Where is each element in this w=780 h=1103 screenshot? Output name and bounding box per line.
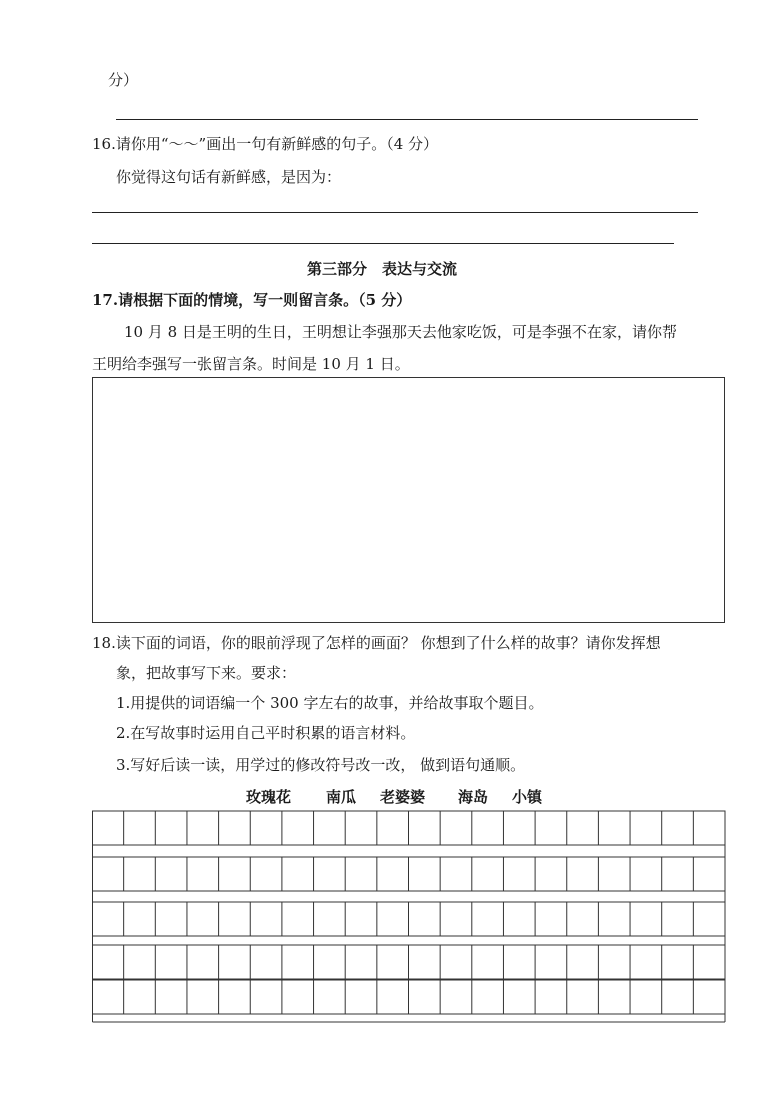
q18-requirement-2: 2.在写故事时运用自己平时积累的语言材料。 [116, 724, 416, 742]
answer-line [92, 212, 698, 213]
answer-line [92, 243, 674, 244]
message-writing-box[interactable] [92, 377, 725, 623]
prev-question-tail: 分） [108, 71, 139, 89]
q18-prompt-line1: 18.读下面的词语，你的眼前浮现了怎样的画面？ 你想到了什么样的故事？请你发挥想 [92, 634, 661, 652]
word-4: 海岛 [458, 788, 489, 806]
word-2: 南瓜 [326, 788, 357, 806]
composition-grid[interactable] [92, 810, 726, 1024]
q17-context-line2: 王明给李强写一张留言条。时间是 10 月 1 日。 [92, 355, 410, 373]
q18-requirement-3: 3.写好后读一读，用学过的修改符号改一改， 做到语句通顺。 [116, 756, 526, 774]
q17-prompt: 17.请根据下面的情境，写一则留言条。（5 分） [92, 291, 412, 309]
q16-prompt: 16.请你用“～～”画出一句有新鲜感的句子。（4 分） [92, 135, 439, 153]
word-5: 小镇 [512, 788, 543, 806]
section-title: 第三部分 表达与交流 [307, 260, 458, 278]
q17-context-line1: 10 月 8 日是王明的生日，王明想让李强那天去他家吃饭，可是李强不在家，请你帮 [124, 323, 677, 341]
q18-requirement-1: 1.用提供的词语编一个 300 字左右的故事，并给故事取个题目。 [116, 694, 544, 712]
q18-prompt-line2: 象，把故事写下来。要求： [116, 664, 297, 682]
word-1: 玫瑰花 [246, 788, 292, 806]
q16-reason-label: 你觉得这句话有新鲜感，是因为： [116, 168, 342, 186]
word-3: 老婆婆 [380, 788, 426, 806]
answer-line [116, 119, 698, 120]
